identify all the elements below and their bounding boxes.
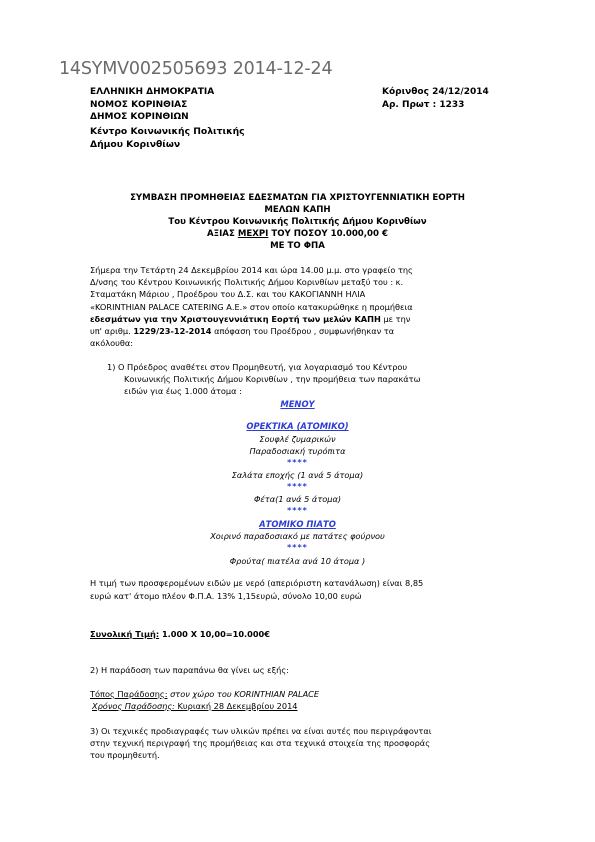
header-org-line1: Κέντρο Κοινωνικής Πολιτικής bbox=[90, 126, 245, 137]
intro-paragraph bbox=[90, 264, 413, 349]
price-line2: ευρώ κατ' άτομο πλέον Φ.Π.Α. 13% 1,15ευρώ, σύνολο 10,00 ευρώ bbox=[90, 591, 362, 601]
header-left-block bbox=[90, 86, 214, 124]
title-value-upto: ΜΕΧΡΙ bbox=[237, 229, 269, 239]
title-line2: ΜΕΛΩΝ ΚΑΠΗ bbox=[264, 205, 331, 215]
total-price-value: 1.000 Χ 10,00=10.000€ bbox=[159, 629, 270, 639]
header-line-municipality: ΔΗΜΟΣ ΚΟΡΙΝΘΙΩΝ bbox=[90, 112, 189, 122]
title-line5: ΜΕ ΤΟ ΦΠΑ bbox=[270, 241, 325, 251]
intro-decision-number: 1229/23-12-2014 bbox=[133, 326, 212, 337]
menu-appetizers-heading: ΟΡΕΚΤΙΚΑ (ΑΤΟΜΙΚΟ) bbox=[246, 421, 349, 431]
menu-separator: **** bbox=[287, 506, 308, 515]
header-line-republic: ΕΛΛΗΝΙΚΗ ΔΗΜΟΚΡΑΤΙΑ bbox=[90, 87, 215, 97]
intro-subject-tail: με την bbox=[380, 313, 411, 324]
intro-line: Σήμερα την Τετάρτη 24 Δεκεμβρίου 2014 και ώρα 14.00 μ.μ. στο γραφείο της bbox=[90, 265, 413, 275]
title-value-amount: ΤΟΥ ΠΟΣΟΥ 10.000,00 € bbox=[268, 229, 388, 239]
price-line1: Η τιμή των προσφερομένων ειδών με νερό (απεριόριστη κατανάλωση) είναι 8,85 bbox=[90, 578, 424, 588]
menu-item-pork: Χοιρινό παραδοσιακό με πατάτες φούρνου bbox=[210, 531, 385, 541]
header-protocol: Αρ. Πρωτ : 1233 bbox=[382, 100, 465, 110]
delivery-place-value: στον χώρο του KORINTHIAN PALACE bbox=[167, 689, 320, 699]
intro-decision-prefix: υπ' αριθμ. bbox=[90, 326, 134, 337]
item1-line3: ειδών για έως 1.000 άτομα : bbox=[124, 386, 242, 396]
total-price-label: Συνολική Τιμή: bbox=[90, 629, 160, 639]
title-value-prefix: ΑΞΙΑΣ bbox=[207, 229, 238, 239]
intro-line: Σταματάκη Μάριου , Προέδρου του Δ.Σ. και του ΚΑΚΟΓΙΑΝΝΗ ΗΛΙΑ bbox=[90, 289, 366, 300]
menu-item-fruit: Φρούτα( πιατέλα ανά 10 άτομα ) bbox=[229, 556, 366, 566]
delivery-time bbox=[92, 700, 298, 712]
delivery-time-value: Κυριακή 28 Δεκεμβρίου 2014 bbox=[174, 701, 298, 711]
intro-line: ακόλουθα: bbox=[90, 338, 133, 349]
delivery-intro: 2) Η παράδοση των παραπάνω θα γίνει ως εξής: bbox=[90, 665, 289, 675]
item3-line: του προμηθευτή. bbox=[90, 750, 160, 761]
header-place-date: Κόρινθος 24/12/2014 bbox=[382, 87, 489, 97]
item1-line2: Κοινωνικής Πολιτικής Δήμου Κορινθίων , την προμήθεια των παρακάτω bbox=[124, 374, 421, 384]
registry-code: 14SYMV002505693 2014-12-24 bbox=[59, 59, 333, 79]
menu-separator: **** bbox=[287, 482, 308, 491]
menu-item-cheese-pie: Παραδοσιακή τυρόπιτα bbox=[249, 446, 346, 456]
header-line-prefecture: ΝΟΜΟΣ ΚΟΡΙΝΘΙΑΣ bbox=[90, 99, 188, 110]
item3-line: στην τεχνική περιγραφή της προμήθειας και στα τεχνικά στοιχεία της προσφοράς bbox=[90, 738, 431, 749]
intro-line bbox=[90, 313, 413, 325]
menu-heading: ΜΕΝΟΥ bbox=[280, 399, 315, 409]
intro-line bbox=[90, 325, 413, 337]
header-org-block bbox=[90, 125, 245, 151]
title-line4 bbox=[0, 228, 595, 240]
total-price bbox=[90, 628, 270, 640]
item3-paragraph bbox=[90, 725, 431, 762]
menu-item-feta: Φέτα(1 ανά 5 άτομα) bbox=[253, 494, 342, 504]
intro-line: Δ/νσης του Κέντρου Κοινωνικής Πολιτικής Δήμου Κορινθίων μεταξύ του : κ. bbox=[90, 277, 404, 288]
delivery-place bbox=[90, 688, 319, 700]
delivery-place-label: Τόπος Παράδοσης: bbox=[90, 689, 168, 699]
menu-item-souffle: Σουφλέ ζυμαρικών bbox=[259, 434, 336, 444]
title-line1: ΣΥΜΒΑΣΗ ΠΡΟΜΗΘΕΙΑΣ ΕΔΕΣΜΑΤΩΝ ΓΙΑ ΧΡΙΣΤΟΥΓΕΝΝΙΑΤΙΚΗ ΕΟΡΤΗ bbox=[130, 193, 465, 203]
item1-line1: 1) Ο Πρόεδρος αναθέτει στον Προμηθευτή, για λογαριασμό του Κέντρου bbox=[107, 362, 408, 372]
menu-separator: **** bbox=[287, 458, 308, 467]
menu-main-heading: ΑΤΟΜΙΚΟ ΠΙΑΤΟ bbox=[259, 519, 336, 529]
delivery-time-label: Χρόνος Παράδοσης: bbox=[92, 701, 175, 711]
item3-line: 3) Οι τεχνικές προδιαγραφές των υλικών πρέπει να είναι αυτές που περιγράφονται bbox=[90, 726, 432, 736]
header-org-line2: Δήμου Κορινθίων bbox=[90, 139, 181, 150]
menu-item-salad: Σαλάτα εποχής (1 ανά 5 άτομα) bbox=[231, 470, 364, 480]
intro-line: «KORINTHIAN PALACE CATERING Α.Ε.» στον οποίο κατακυρώθηκε η προμήθεια bbox=[90, 301, 413, 312]
menu-separator: **** bbox=[287, 543, 308, 552]
intro-decision-tail: απόφαση του Προέδρου , συμφωνήθηκαν τα bbox=[211, 326, 395, 337]
title-line3: Του Κέντρου Κοινωνικής Πολιτικής Δήμου Κορινθίων bbox=[168, 217, 427, 227]
intro-subject: εδεσμάτων για την Χριστουγεννιάτικη Εορτή των μελών ΚΑΠΗ bbox=[90, 313, 381, 324]
